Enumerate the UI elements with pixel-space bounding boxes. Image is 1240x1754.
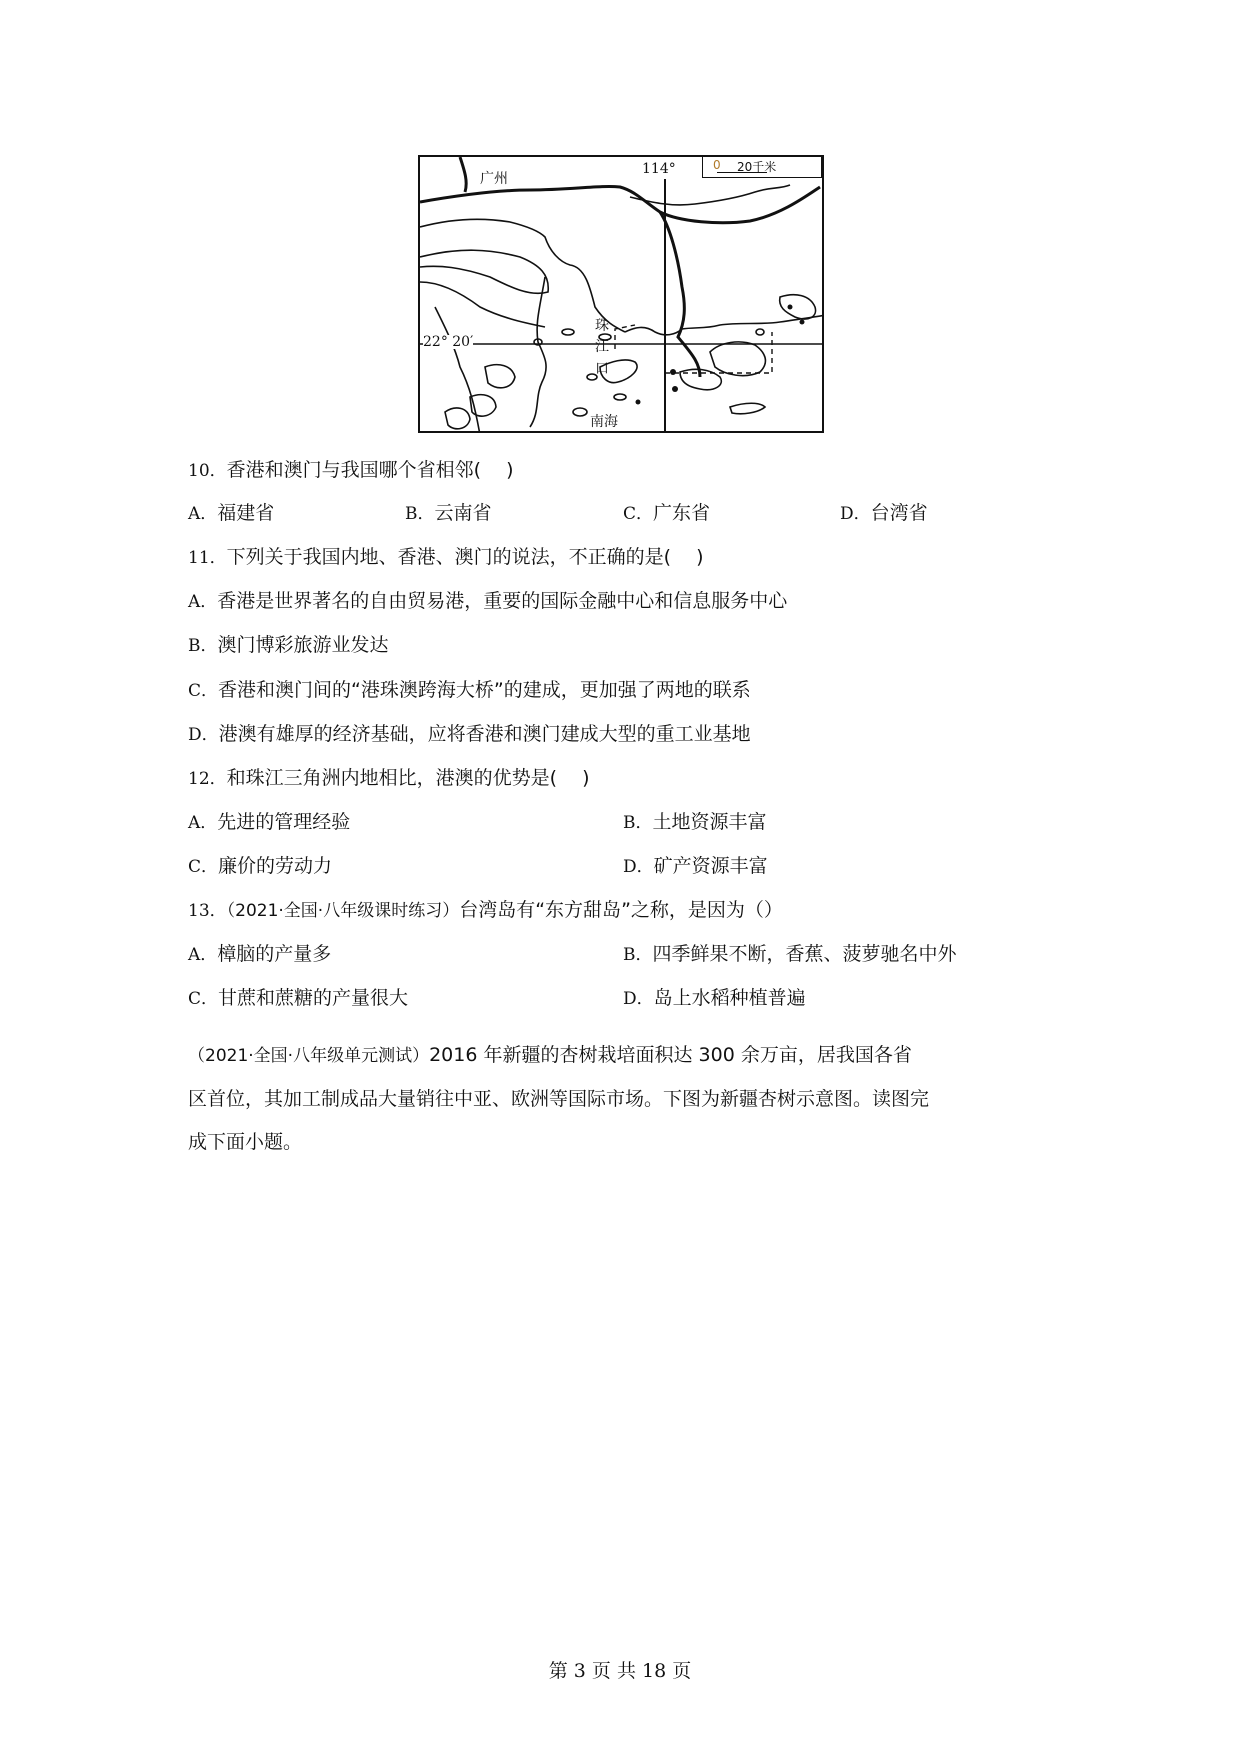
option-label: A． — [188, 813, 218, 833]
option-11-a — [188, 589, 787, 614]
passage-source: （2021·全国·八年级单元测试） — [188, 1046, 430, 1066]
option-text: 四季鲜果不断，香蕉、菠萝驰名中外 — [652, 943, 957, 965]
passage-line-3: 成下面小题。 — [188, 1131, 303, 1153]
option-text: 广东省 — [653, 502, 711, 524]
scale-bar — [702, 155, 822, 178]
option-text: 福建省 — [217, 502, 275, 524]
passage-line-1 — [188, 1043, 1048, 1068]
option-label: C． — [188, 989, 219, 1009]
option-10-d — [840, 501, 928, 526]
option-text: 澳门博彩旅游业发达 — [217, 634, 389, 656]
question-13 — [188, 898, 783, 923]
question-number: 10． — [188, 461, 227, 481]
option-label: A． — [188, 592, 218, 612]
option-11-d — [188, 722, 751, 747]
question-12 — [188, 766, 590, 791]
city-label-guangzhou: 广州 — [480, 171, 508, 187]
question-stem: 和珠江三角洲内地相比，港澳的优势是( ) — [226, 767, 590, 789]
question-source: （2021·全国·八年级课时练习） — [226, 901, 460, 921]
question-number: 13． — [188, 901, 227, 921]
option-text: 樟脑的产量多 — [217, 943, 332, 965]
option-13-d — [623, 986, 806, 1011]
option-label: B． — [188, 636, 218, 656]
option-13-c — [188, 986, 408, 1011]
option-10-c — [623, 501, 710, 526]
option-label: B． — [405, 504, 435, 524]
option-label: C． — [188, 681, 219, 701]
option-text: 甘蔗和蔗糖的产量很大 — [218, 987, 409, 1009]
page-footer: 第 3 页 共 18 页 — [548, 1660, 692, 1682]
question-number: 11． — [188, 548, 227, 568]
option-text: 台湾省 — [870, 502, 928, 524]
option-text: 先进的管理经验 — [217, 811, 351, 833]
estuary-label-1: 珠 — [595, 318, 609, 334]
passage-text-1: 2016 年新疆的杏树栽培面积达 300 余万亩，居我国各省 — [429, 1044, 912, 1066]
option-text: 港澳有雄厚的经济基础，应将香港和澳门建成大型的重工业基地 — [218, 723, 751, 745]
scale-line — [717, 172, 767, 173]
longitude-label: 114° — [642, 161, 676, 177]
option-label: D． — [188, 725, 219, 745]
option-label: D． — [840, 504, 871, 524]
scale-zero: 0 — [713, 158, 721, 172]
sea-label: 南海 — [590, 414, 618, 430]
option-12-c — [188, 854, 332, 879]
question-stem: 下列关于我国内地、香港、澳门的说法，不正确的是( ) — [226, 546, 704, 568]
option-label: D． — [623, 989, 654, 1009]
option-label: B． — [623, 813, 653, 833]
option-13-b — [623, 942, 957, 967]
option-11-b — [188, 633, 389, 658]
option-text: 土地资源丰富 — [652, 811, 767, 833]
option-10-b — [405, 501, 492, 526]
option-label: B． — [623, 945, 653, 965]
option-text: 香港和澳门间的“港珠澳跨海大桥”的建成，更加强了两地的联系 — [218, 679, 751, 701]
estuary-label-2: 江 — [595, 339, 609, 355]
option-label: A． — [188, 504, 218, 524]
option-10-a — [188, 501, 274, 526]
option-text: 云南省 — [434, 502, 492, 524]
pearl-river-estuary-map — [418, 155, 824, 433]
question-10 — [188, 458, 514, 483]
option-label: D． — [623, 857, 654, 877]
map-drawing — [420, 157, 824, 433]
question-number: 12． — [188, 769, 227, 789]
option-text: 矿产资源丰富 — [653, 855, 768, 877]
question-11 — [188, 545, 704, 570]
option-label: C． — [623, 504, 654, 524]
option-12-b — [623, 810, 767, 835]
scale-label: 20千米 — [737, 160, 777, 174]
option-12-d — [623, 854, 768, 879]
passage-line-2: 区首位，其加工制成品大量销往中亚、欧洲等国际市场。下图为新疆杏树示意图。读图完 — [188, 1088, 930, 1110]
estuary-label-3: 口 — [595, 361, 609, 377]
option-text: 廉价的劳动力 — [218, 855, 333, 877]
option-13-a — [188, 942, 331, 967]
latitude-label: 22° 20′ — [423, 334, 474, 350]
option-label: C． — [188, 857, 219, 877]
question-stem: 台湾岛有“东方甜岛”之称，是因为（） — [459, 899, 783, 921]
option-12-a — [188, 810, 350, 835]
option-11-c — [188, 678, 751, 703]
option-text: 岛上水稻种植普遍 — [653, 987, 806, 1009]
option-text: 香港是世界著名的自由贸易港，重要的国际金融中心和信息服务中心 — [217, 590, 788, 612]
option-label: A． — [188, 945, 218, 965]
question-stem: 香港和澳门与我国哪个省相邻( ) — [226, 459, 514, 481]
